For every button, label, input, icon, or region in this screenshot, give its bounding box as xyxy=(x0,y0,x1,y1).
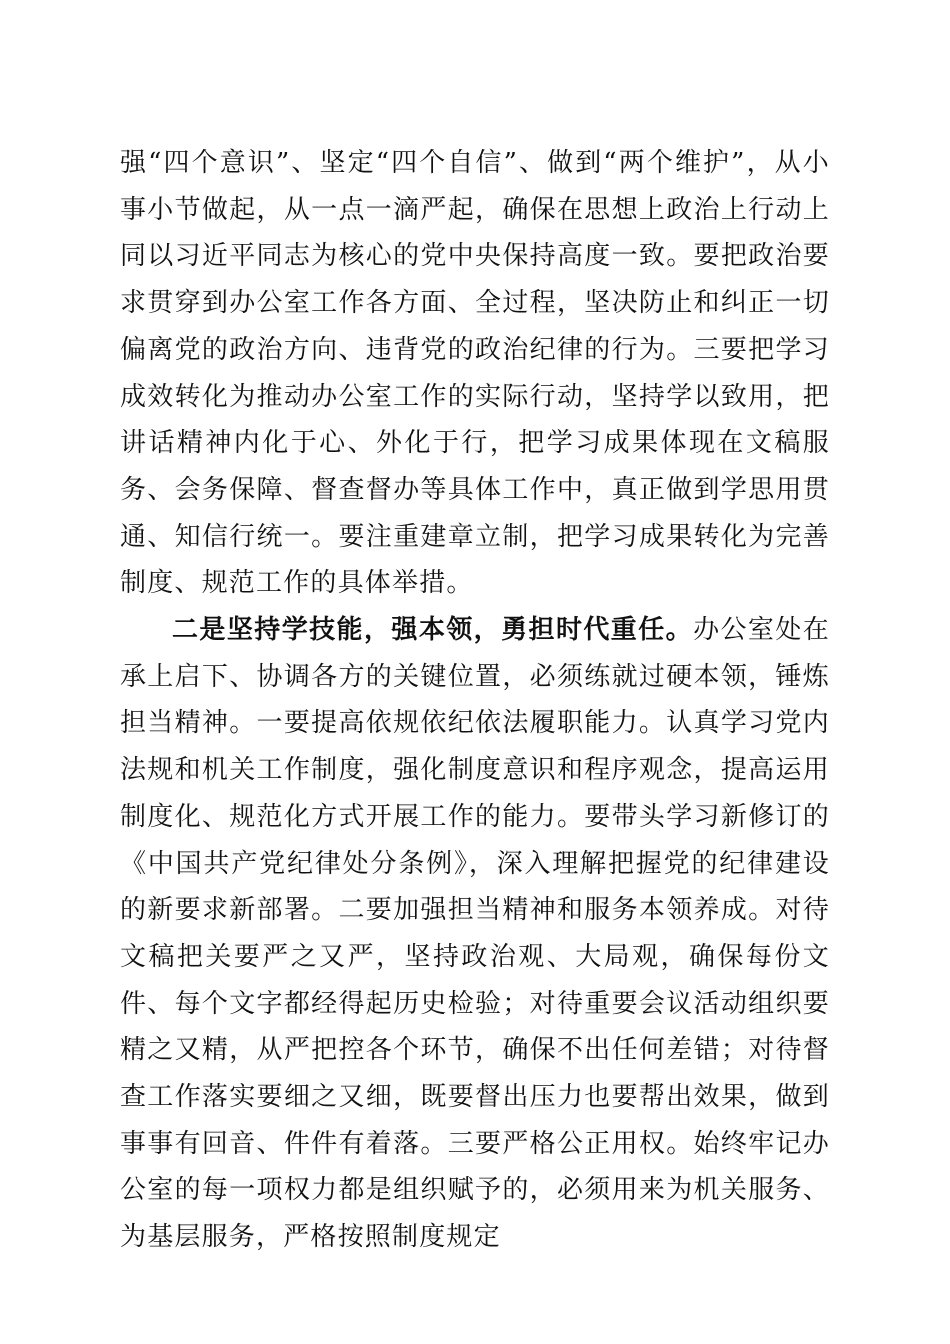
paragraph-text: 强“四个意识”、坚定“四个自信”、做到“两个维护”，从小事小节做起，从一点一滴严起，确保在思想上政治上行动上同以习近平同志为核心的党中央保持高度一致。要把政治要求贯穿到办公室工作各方面、全过程，坚决防止和纠正一切偏离党的政治方向、违背党的政治纪律的行为。三要把学习成效转化为推动办公室工作的实际行动，坚持学以致用，把讲话精神内化于心、外化于行，把学习成果体现在文稿服务、会务保障、督查督办等具体工作中，真正做到学思用贯通、知信行统一。要注重建章立制，把学习成果转化为完善制度、规范工作的具体举措。 xyxy=(120,148,830,599)
section-heading: 二是坚持学技能，强本领，勇担时代重任。 xyxy=(172,615,694,646)
paragraph-section-two xyxy=(120,607,830,1261)
paragraph-continuation xyxy=(120,140,830,607)
paragraph-text: 办公室处在承上启下、协调各方的关键位置，必须练就过硬本领，锤炼担当精神。一要提高依规依纪依法履职能力。认真学习党内法规和机关工作制度，强化制度意识和程序观念，提高运用制度化、规范化方式开展工作的能力。要带头学习新修订的《中国共产党纪律处分条例》，深入理解把握党的纪律建设的新要求新部署。二要加强担当精神和服务本领养成。对待文稿把关要严之又严，坚持政治观、大局观，确保每份文件、每个文字都经得起历史检验；对待重要会议活动组织要精之又精，从严把控各个环节，确保不出任何差错；对待督查工作落实要细之又细，既要督出压力也要帮出效果，做到事事有回音、件件有着落。三要严格公正用权。始终牢记办公室的每一项权力都是组织赋予的，必须用来为机关服务、为基层服务，严格按照制度规定 xyxy=(120,615,830,1253)
document-body xyxy=(120,140,830,1261)
